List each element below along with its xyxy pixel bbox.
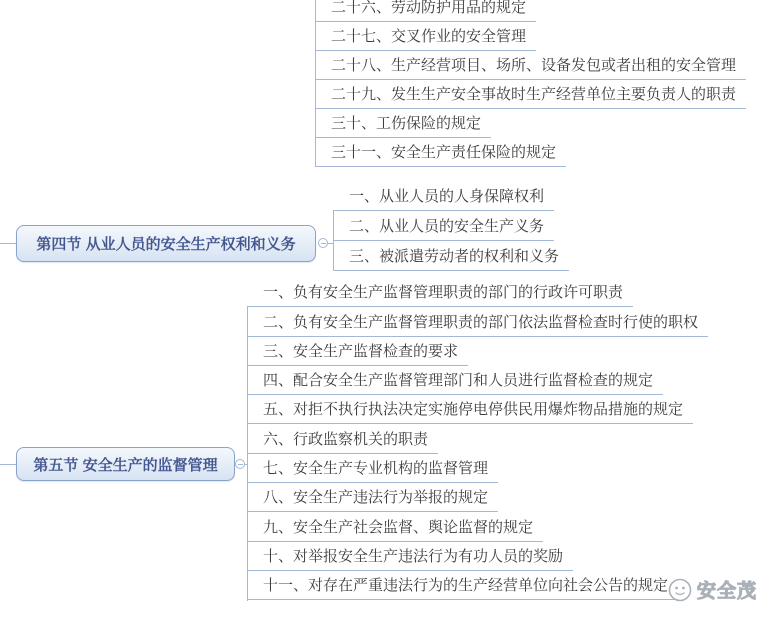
brand-watermark [668,576,757,603]
branch-item-label: 二十七、交叉作业的安全管理 [331,28,527,45]
branch-item[interactable] [333,181,554,211]
brand-name: 安全茂 [697,581,758,602]
branch-item-label: 二十六、劳动防护用品的规定 [331,0,527,16]
branch-item-label: 十、对举报安全生产违法行为有功人员的奖励 [263,547,564,565]
branch-item[interactable] [247,483,498,512]
branch-item[interactable] [247,278,633,307]
branch-item[interactable] [315,22,536,51]
branch-item-label: 一、负有安全生产监督管理职责的部门的行政许可职责 [263,284,624,302]
branch-item-label: 三、安全生产监督检查的要求 [263,342,459,360]
branch-item[interactable] [333,241,569,271]
branch-item[interactable] [247,542,573,571]
branch-item[interactable] [315,80,746,109]
branch-item[interactable] [247,425,438,454]
branch-item-label: 七、安全生产专业机构的监督管理 [263,460,489,478]
section5-title: 第五节 安全生产的监督管理 [33,456,218,474]
branch-item-label: 二十九、发生生产安全事故时生产经营单位主要负责人的职责 [331,86,737,103]
branch-item[interactable] [315,51,746,80]
branch-item-label: 二、从业人员的安全生产义务 [349,218,545,235]
branch-item[interactable] [247,307,708,336]
brand-logo-icon [668,578,692,602]
branch-item-label: 一、从业人员的人身保障权利 [349,188,545,205]
branch-item-label: 四、配合安全生产监督管理部门和人员进行监督检查的规定 [263,372,654,390]
branch-item[interactable] [247,395,693,424]
branch-item-label: 三十、工伤保险的规定 [331,115,482,132]
section5-parent-connector [0,464,16,465]
section4-parent-connector [0,243,16,244]
branch-item[interactable] [315,0,536,22]
branch-item-label: 十一、对存在严重违法行为的生产经营单位向社会公告的规定 [263,577,669,595]
branch-item-label: 二、负有安全生产监督管理职责的部门依法监督检查时行使的职权 [263,313,699,331]
branch-item[interactable] [315,109,491,138]
branch-item[interactable] [247,571,678,600]
branch-item-label: 三、被派遣劳动者的权利和义务 [349,248,560,265]
branch-item-label: 八、安全生产违法行为举报的规定 [263,489,489,507]
section4-title: 第四节 从业人员的安全生产权利和义务 [36,236,296,253]
branch-item[interactable] [247,454,498,483]
branch-item[interactable] [247,512,543,541]
branch-item-label: 五、对拒不执行执法决定实施停电停供民用爆炸物品措施的规定 [263,401,684,419]
branch-item-label: 二十八、生产经营项目、场所、设备发包或者出租的安全管理 [331,57,737,74]
branch-item[interactable] [333,211,554,241]
section4-collapse-handle[interactable] [318,238,328,248]
branch-item[interactable] [315,138,566,167]
branch-item[interactable] [247,366,663,395]
branch-item-label: 六、行政监察机关的职责 [263,430,429,448]
section4-node[interactable] [16,225,316,262]
branch-item[interactable] [247,337,468,366]
branch-item-label: 九、安全生产社会监督、舆论监督的规定 [263,518,534,536]
branch-item-label: 三十一、安全生产责任保险的规定 [331,144,557,161]
section5-node[interactable] [16,447,235,481]
